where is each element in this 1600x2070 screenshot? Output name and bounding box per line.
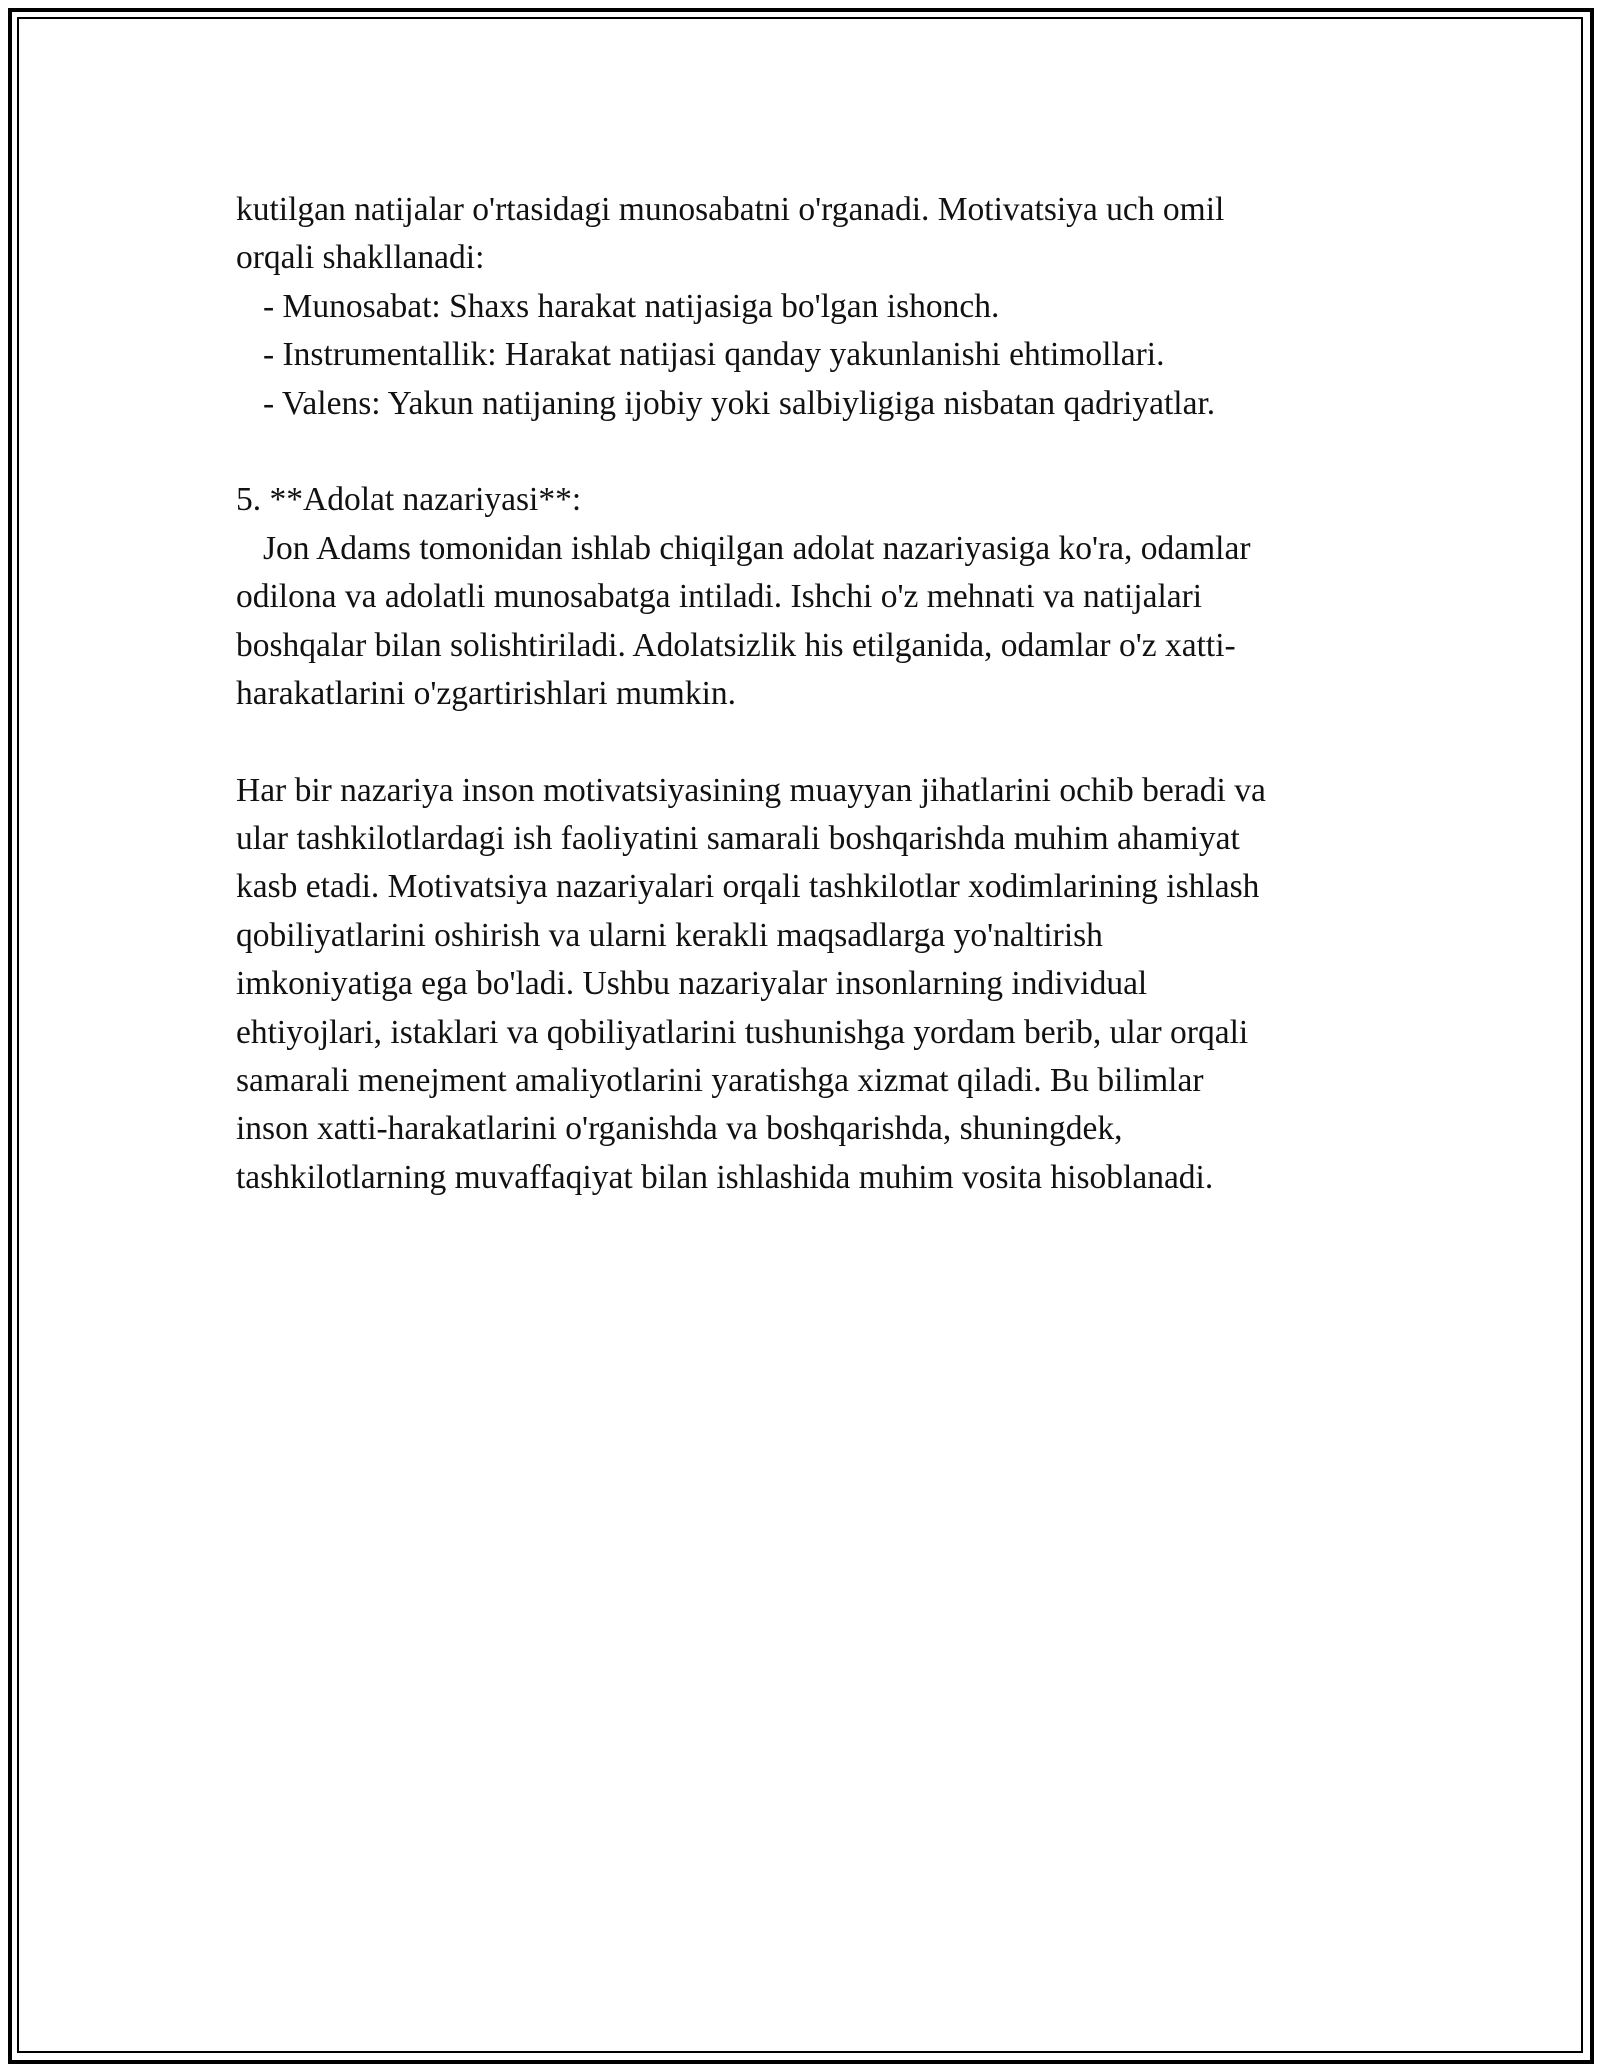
paragraph-gap: [236, 428, 1376, 476]
text-line: harakatlarini o'zgartirishlari mumkin.: [236, 674, 736, 712]
text-line: Jon Adams tomonidan ishlab chiqilgan adolat nazariyasiga ko'ra, odamlar: [263, 529, 1251, 567]
paragraph-gap: [236, 718, 1376, 766]
list-item: - Instrumentallik: Harakat natijasi qanday yakunlanishi ehtimollari.: [263, 336, 1165, 374]
text-line: tashkilotlarning muvaffaqiyat bilan ishlashida muhim vosita hisoblanadi.: [236, 1158, 1214, 1196]
text-line: qobiliyatlarini oshirish va ularni kerakli maqsadlarga yo'naltirish: [236, 916, 1103, 954]
list-item: - Munosabat: Shaxs harakat natijasiga bo'lgan ishonch.: [263, 287, 1000, 325]
list-item: - Valens: Yakun natijaning ijobiy yoki salbiyligiga nisbatan qadriyatlar.: [263, 384, 1216, 422]
text-line: odilona va adolatli munosabatga intiladi. Ishchi o'z mehnati va natijalari: [236, 578, 1203, 616]
text-line: orqali shakllanadi:: [236, 239, 485, 277]
document-body: [236, 186, 1376, 1202]
text-line: inson xatti-harakatlarini o'rganishda va boshqarishda, shuningdek,: [236, 1110, 1123, 1148]
section-heading: 5. **Adolat nazariyasi**:: [236, 481, 582, 519]
text-line: samarali menejment amaliyotlarini yaratishga xizmat qiladi. Bu bilimlar: [236, 1062, 1204, 1100]
text-line: kasb etadi. Motivatsiya nazariyalari orqali tashkilotlar xodimlarining ishlash: [236, 868, 1260, 906]
text-line: ular tashkilotlardagi ish faoliyatini samarali boshqarishda muhim ahamiyat: [236, 820, 1240, 858]
text-line: Har bir nazariya inson motivatsiyasining muayyan jihatlarini ochib beradi va: [236, 771, 1266, 809]
text-line: ehtiyojlari, istaklari va qobiliyatlarini tushunishga yordam berib, ular orqali: [236, 1013, 1249, 1051]
text-line: kutilgan natijalar o'rtasidagi munosabatni o'rganadi. Motivatsiya uch omil: [236, 191, 1225, 228]
text-line: imkoniyatiga ega bo'ladi. Ushbu nazariyalar insonlarning individual: [236, 965, 1148, 1003]
text-line: boshqalar bilan solishtiriladi. Adolatsizlik his etilganida, odamlar o'z xatti-: [236, 626, 1236, 664]
